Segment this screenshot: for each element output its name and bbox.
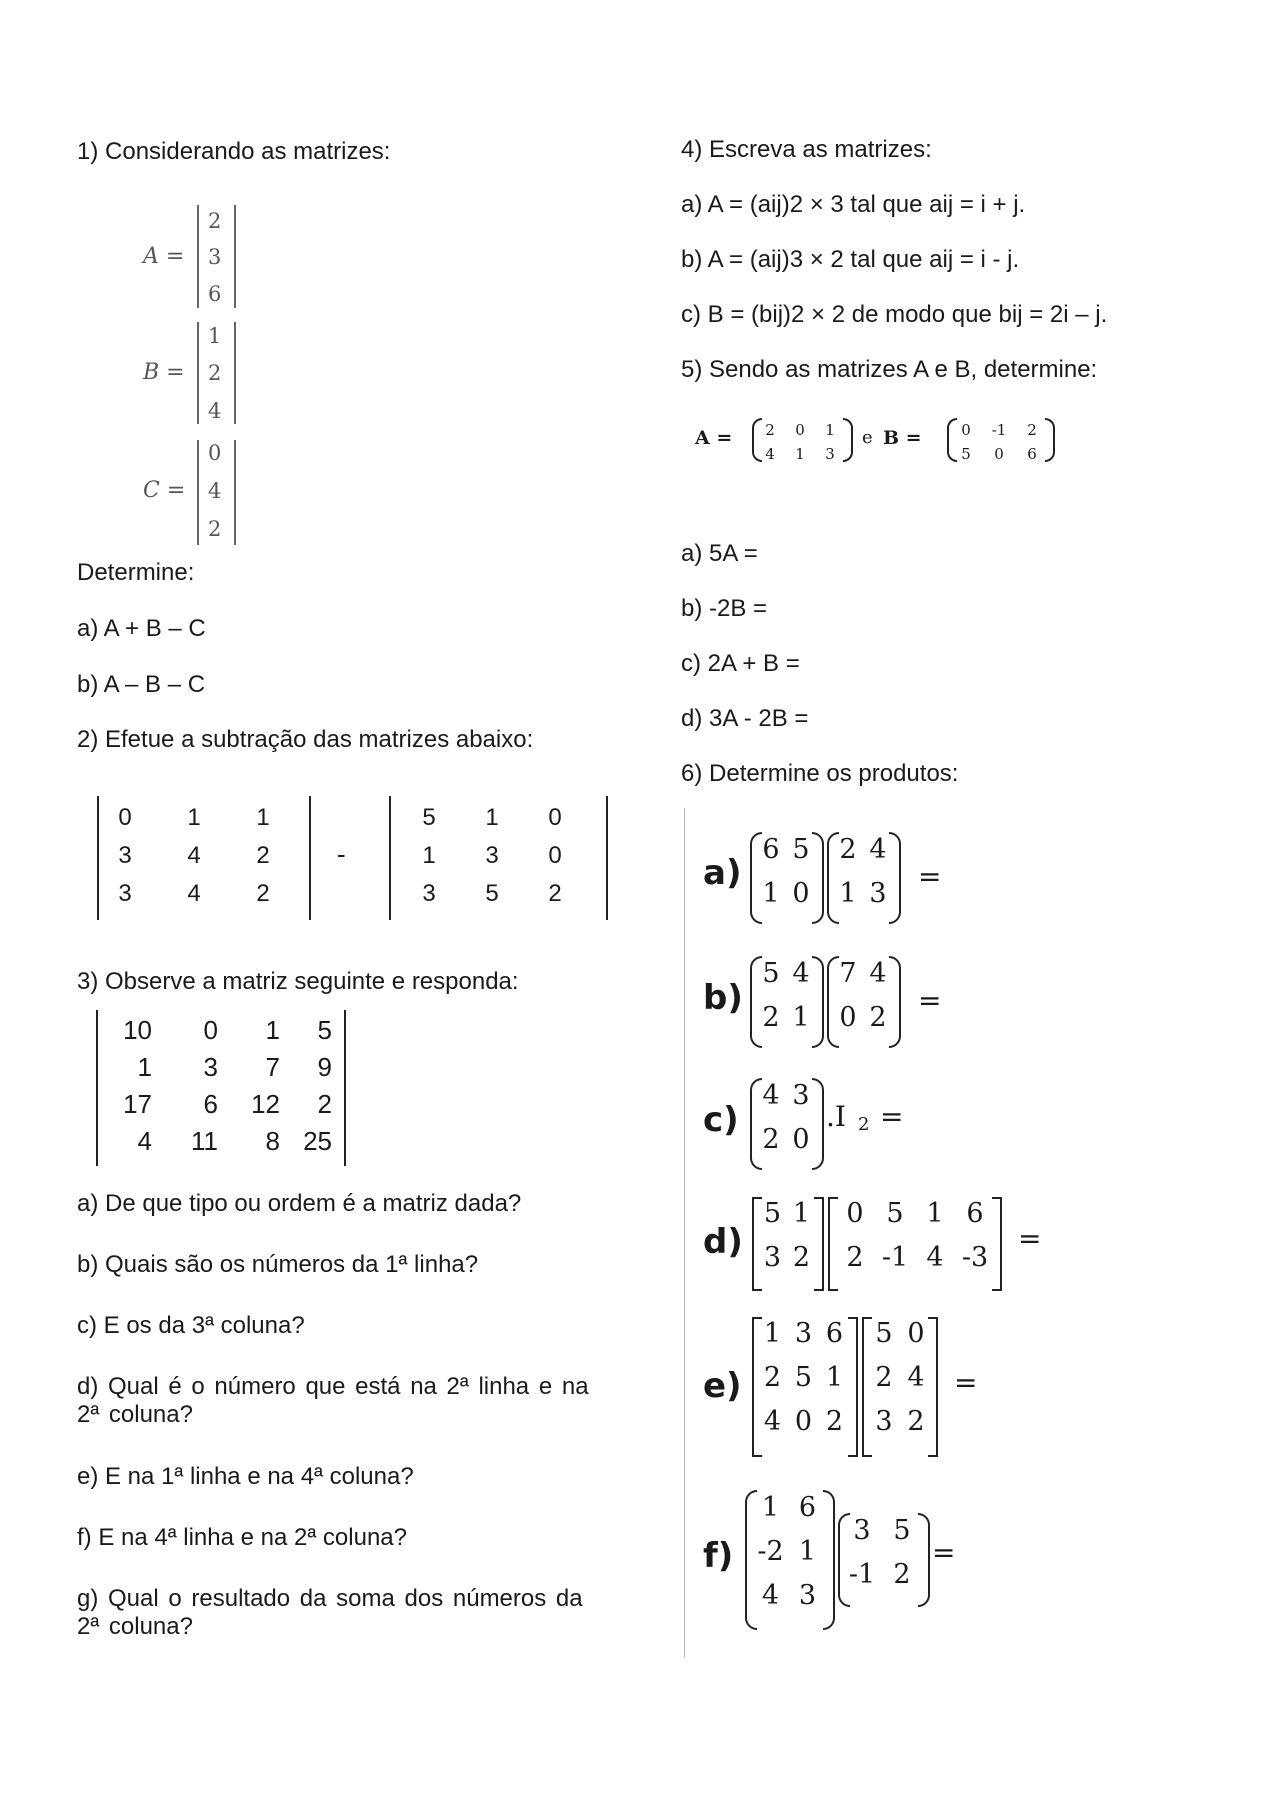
matrix-cell: 1	[422, 842, 436, 869]
product-label: f)	[703, 1536, 734, 1576]
matrix-cell: 1	[825, 421, 835, 439]
matrix-cell: 5	[422, 804, 436, 831]
matrix-cell: 1	[265, 1015, 280, 1045]
matrix-cell: 0	[792, 878, 810, 909]
matrix-cell: 25	[303, 1126, 332, 1156]
matrix-cell: 4	[792, 958, 810, 989]
matrix-cell: 2	[256, 842, 270, 869]
matrix-cell: 3	[118, 880, 132, 907]
matrix-cell: 2	[846, 1242, 864, 1273]
matrix-cell: 3	[798, 1580, 817, 1611]
matrix-cell: 2	[907, 1406, 925, 1437]
matrix-cell: 0	[792, 1124, 810, 1155]
matrix-cell: 7	[839, 958, 857, 989]
q5-item-b: b) -2B =	[681, 595, 768, 622]
matrix-cell: 2	[875, 1362, 893, 1393]
matrix-cell: 5	[762, 958, 780, 989]
matrix-cell: 1	[137, 1052, 152, 1082]
matrix-cell: 3	[203, 1052, 218, 1082]
matrix-cell: 4	[765, 445, 775, 463]
matrix-cell: 0	[994, 445, 1004, 463]
identity-subscript: 2	[858, 1114, 870, 1135]
matrix-cell: -1	[848, 1559, 876, 1590]
matrix-cell: 6	[762, 834, 780, 865]
matrix-cell: 4	[208, 399, 222, 423]
matrix-cell: 1	[792, 1198, 811, 1229]
matrix-cell: 5	[794, 1362, 813, 1393]
matrix-cell: 2	[825, 1406, 844, 1437]
matrix-cell: 0	[548, 842, 562, 869]
matrix-cell: -1	[881, 1242, 909, 1273]
matrix-cell: 0	[846, 1198, 864, 1229]
q5-item-d: d) 3A - 2B =	[681, 705, 809, 732]
matrix-cell: 5	[893, 1515, 911, 1546]
matrix-cell: 4	[187, 842, 201, 869]
matrix-cell: 4	[869, 834, 887, 865]
q2-minus-sign: -	[337, 839, 346, 869]
column-divider	[684, 808, 685, 1658]
matrix-cell: 2	[208, 209, 222, 233]
matrix-cell: 6	[1027, 445, 1037, 463]
equals-sign: =	[1018, 1222, 1042, 1255]
q3-question-c: c) E os da 3ª coluna?	[77, 1312, 305, 1339]
matrix-cell: 2	[317, 1089, 332, 1119]
matrix-cell: -2	[757, 1536, 784, 1567]
matrix-cell: 5	[886, 1198, 904, 1229]
matrix-cell: 1	[792, 1002, 810, 1033]
matrix-cell: 4	[762, 1080, 780, 1111]
q4-item-c: c) B = (bij)2 × 2 de modo que bij = 2i – j.	[681, 301, 1108, 328]
q5-b-label: B =	[883, 427, 922, 449]
matrix-cell: 2	[208, 517, 222, 541]
matrix-cell: 1	[187, 804, 201, 831]
q6-title: 6) Determine os produtos:	[681, 760, 959, 787]
matrix-cell: 4	[208, 479, 222, 503]
matrix-cell: 1	[839, 878, 857, 909]
matrix-cell: 5	[317, 1015, 332, 1045]
matrix-cell: 4	[137, 1126, 152, 1156]
q5-item-a: a) 5A =	[681, 540, 758, 567]
matrix-cell: 2	[208, 361, 222, 385]
matrix-cell: 2	[548, 880, 562, 907]
q3-question-d: d) Qual é o número que está na 2ª linha e na 2ª coluna?	[77, 1373, 589, 1428]
matrix-cell: 2	[256, 880, 270, 907]
matrix-cell: 1	[256, 804, 270, 831]
matrix-cell: -1	[991, 421, 1007, 439]
q1-item-a: a) A + B – C	[77, 615, 206, 642]
matrix-cell: 2	[1027, 421, 1037, 439]
matrix-cell: 5	[961, 445, 971, 463]
equals-sign: =	[918, 984, 942, 1017]
matrix-cell: 1	[825, 1362, 844, 1393]
matrix-cell: 3	[794, 1318, 813, 1349]
q1-title: 1) Considerando as matrizes:	[77, 138, 391, 165]
matrix-cell: 12	[251, 1089, 280, 1119]
matrix-label: A =	[143, 244, 185, 269]
matrix-cell: 2	[869, 1002, 887, 1033]
matrix-cell: 1	[208, 324, 222, 348]
matrix-cell: 9	[317, 1052, 332, 1082]
matrix-cell: 5	[875, 1318, 893, 1349]
matrix-cell: 0	[548, 804, 562, 831]
matrix-cell: 6	[798, 1492, 817, 1523]
q3-question-g: g) Qual o resultado da soma dos números da 2ª coluna?	[77, 1585, 583, 1640]
matrix-cell: 7	[265, 1052, 280, 1082]
q5-conj: e	[862, 427, 873, 448]
q3-question-e: e) E na 1ª linha e na 4ª coluna?	[77, 1463, 414, 1490]
matrix-cell: 3	[208, 245, 222, 269]
matrix-cell: 2	[893, 1559, 911, 1590]
product-label: a)	[703, 853, 742, 893]
equals-sign: =	[880, 1100, 904, 1133]
matrix-cell: 2	[792, 1242, 811, 1273]
matrix-cell: 0	[118, 804, 132, 831]
matrix-cell: 5	[792, 834, 810, 865]
matrix-cell: 5	[485, 880, 499, 907]
matrix-cell: 0	[208, 441, 222, 465]
q5-item-c: c) 2A + B =	[681, 650, 800, 677]
q3-question-b: b) Quais são os números da 1ª linha?	[77, 1251, 479, 1278]
matrix-cell: 3	[118, 842, 132, 869]
matrix-cell: 4	[907, 1362, 925, 1393]
matrix-cell: 0	[961, 421, 971, 439]
matrix-cell: 2	[763, 1362, 782, 1393]
matrix-cell: 2	[762, 1124, 780, 1155]
matrix-cell: 3	[825, 445, 835, 463]
matrix-cell: 1	[926, 1198, 944, 1229]
q3-title: 3) Observe a matriz seguinte e responda:	[77, 968, 519, 995]
q5-title: 5) Sendo as matrizes A e B, determine:	[681, 356, 1098, 383]
equals-sign: =	[932, 1536, 956, 1569]
matrix-cell: 5	[763, 1198, 782, 1229]
q1-determine: Determine:	[77, 559, 195, 586]
matrix-cell: 4	[926, 1242, 944, 1273]
product-label: c)	[703, 1100, 739, 1140]
q1-item-b: b) A – B – C	[77, 671, 206, 698]
matrix-cell: 10	[123, 1015, 152, 1045]
q3-question-a: a) De que tipo ou ordem é a matriz dada?	[77, 1190, 522, 1217]
matrix-cell: 6	[208, 282, 222, 306]
matrix-cell: -3	[961, 1242, 989, 1273]
matrix-cell: 3	[875, 1406, 893, 1437]
q3-question-f: f) E na 4ª linha e na 2ª coluna?	[77, 1524, 407, 1551]
matrix-label: C =	[143, 478, 186, 503]
matrix-cell: 3	[763, 1242, 782, 1273]
q2-title: 2) Efetue a subtração das matrizes abaixo:	[77, 726, 534, 753]
matrix-cell: 0	[795, 421, 805, 439]
matrix-cell: 1	[762, 878, 780, 909]
matrix-cell: 2	[839, 834, 857, 865]
matrix-cell: 4	[761, 1580, 780, 1611]
matrix-cell: 4	[869, 958, 887, 989]
matrix-cell: 4	[187, 880, 201, 907]
matrix-cell: 2	[762, 1002, 780, 1033]
matrix-cell: 1	[798, 1536, 817, 1567]
identity-matrix-symbol: .I	[826, 1100, 846, 1133]
matrix-cell: 2	[765, 421, 775, 439]
product-label: b)	[703, 978, 743, 1018]
equals-sign: =	[954, 1366, 978, 1399]
matrix-cell: 3	[869, 878, 887, 909]
matrix-cell: 6	[825, 1318, 844, 1349]
matrix-cell: 0	[794, 1406, 813, 1437]
matrix-cell: 6	[203, 1089, 218, 1119]
matrix-cell: 6	[966, 1198, 984, 1229]
product-label: d)	[703, 1222, 743, 1262]
matrix-cell: 3	[485, 842, 499, 869]
q4-title: 4) Escreva as matrizes:	[681, 136, 932, 163]
matrix-label: B =	[143, 360, 185, 385]
matrix-cell: 17	[123, 1089, 152, 1119]
q4-item-b: b) A = (aij)3 × 2 tal que aij = i - j.	[681, 246, 1020, 273]
matrix-cell: 0	[203, 1015, 218, 1045]
matrix-cell: 4	[763, 1406, 782, 1437]
matrix-cell: 3	[853, 1515, 871, 1546]
equals-sign: =	[918, 860, 942, 893]
matrix-cell: 1	[761, 1492, 780, 1523]
product-label: e)	[703, 1366, 742, 1406]
matrix-cell: 1	[763, 1318, 782, 1349]
q5-a-label: A =	[695, 427, 733, 449]
matrix-cell: 3	[792, 1080, 810, 1111]
matrix-cell: 11	[191, 1126, 218, 1156]
matrix-cell: 3	[422, 880, 436, 907]
matrix-cell: 0	[907, 1318, 925, 1349]
matrix-cell: 8	[265, 1126, 280, 1156]
matrix-cell: 1	[795, 445, 805, 463]
q4-item-a: a) A = (aij)2 × 3 tal que aij = i + j.	[681, 191, 1026, 218]
matrix-cell: 1	[485, 804, 499, 831]
matrix-cell: 0	[839, 1002, 857, 1033]
